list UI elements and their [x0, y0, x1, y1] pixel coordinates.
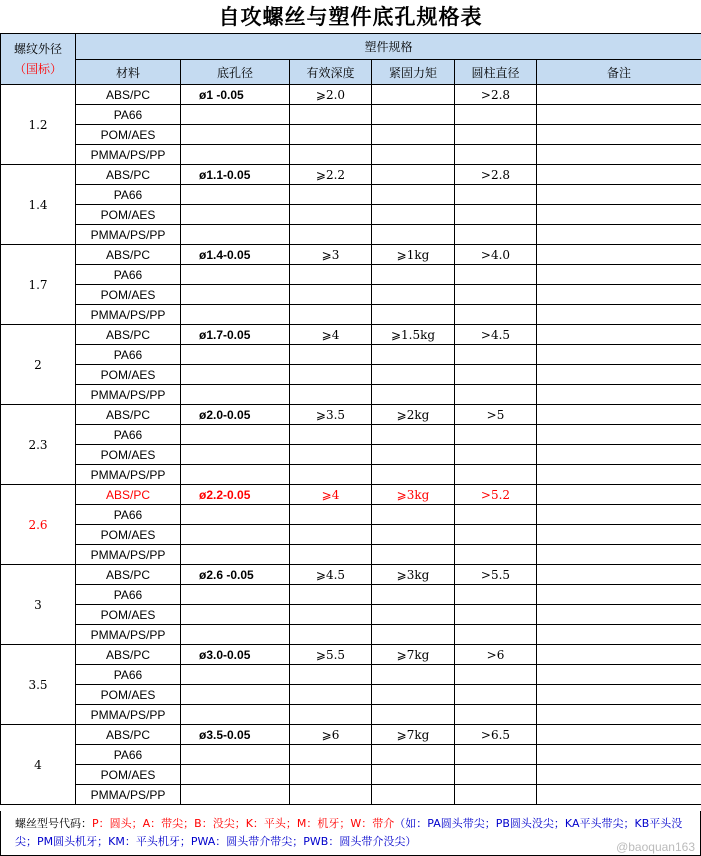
- note-cell: [537, 725, 701, 745]
- header-depth: 有效深度: [290, 60, 372, 85]
- empty-cell: [181, 665, 290, 685]
- thread-diameter: 2.6: [1, 485, 76, 565]
- torque-cell: [372, 85, 455, 105]
- empty-cell: [537, 625, 701, 645]
- material-cell: PA66: [76, 505, 181, 525]
- table-row: [1, 85, 701, 105]
- material-cell: ABS/PC: [76, 325, 181, 345]
- empty-cell: [455, 385, 537, 405]
- empty-cell: [455, 665, 537, 685]
- table-row: [1, 765, 701, 785]
- header-torque: 紧固力矩: [372, 60, 455, 85]
- depth-cell: ⩾6: [290, 725, 372, 745]
- empty-cell: [181, 125, 290, 145]
- empty-cell: [455, 425, 537, 445]
- table-row: [1, 345, 701, 365]
- torque-cell: ⩾3kg: [372, 485, 455, 505]
- empty-cell: [181, 225, 290, 245]
- table-row: [1, 405, 701, 425]
- empty-cell: [372, 145, 455, 165]
- legend-examples: （如：PA圆头带尖；PB圆头没尖；KA平头带尖；KB平头没尖；PM圆头机牙；KM：平头机牙；PWA：圆头带介带尖；PWB：圆头带介没尖）: [15, 817, 683, 848]
- empty-cell: [455, 625, 537, 645]
- empty-cell: [537, 345, 701, 365]
- empty-cell: [181, 305, 290, 325]
- table-row: [1, 105, 701, 125]
- empty-cell: [537, 545, 701, 565]
- header-diameter-label: 螺纹外径: [13, 42, 62, 56]
- empty-cell: [455, 105, 537, 125]
- empty-cell: [290, 365, 372, 385]
- material-cell: PA66: [76, 745, 181, 765]
- legend-label: 螺丝型号代码：: [15, 817, 92, 830]
- table-row: [1, 505, 701, 525]
- depth-cell: ⩾4.5: [290, 565, 372, 585]
- empty-cell: [181, 445, 290, 465]
- empty-cell: [537, 105, 701, 125]
- note-cell: [537, 485, 701, 505]
- empty-cell: [537, 225, 701, 245]
- empty-cell: [455, 305, 537, 325]
- depth-cell: ⩾2.0: [290, 85, 372, 105]
- table-row: [1, 745, 701, 765]
- empty-cell: [537, 185, 701, 205]
- empty-cell: [181, 625, 290, 645]
- empty-cell: [537, 465, 701, 485]
- watermark: @baoquan163: [616, 840, 695, 854]
- page-title: 自攻螺丝与塑件底孔规格表: [218, 4, 483, 29]
- depth-cell: ⩾2.2: [290, 165, 372, 185]
- empty-cell: [537, 785, 701, 805]
- empty-cell: [537, 145, 701, 165]
- empty-cell: [372, 765, 455, 785]
- bore-cell: ø2.2-0.05: [181, 485, 290, 505]
- material-cell: PMMA/PS/PP: [76, 225, 181, 245]
- empty-cell: [537, 665, 701, 685]
- material-cell: PA66: [76, 585, 181, 605]
- header-diameter: [1, 34, 76, 85]
- empty-cell: [372, 605, 455, 625]
- empty-cell: [290, 445, 372, 465]
- torque-cell: ⩾2kg: [372, 405, 455, 425]
- empty-cell: [181, 545, 290, 565]
- empty-cell: [455, 785, 537, 805]
- empty-cell: [290, 505, 372, 525]
- empty-cell: [290, 765, 372, 785]
- empty-cell: [455, 685, 537, 705]
- depth-cell: ⩾4: [290, 485, 372, 505]
- material-cell: PA66: [76, 665, 181, 685]
- table-row: [1, 145, 701, 165]
- empty-cell: [372, 445, 455, 465]
- material-cell: PMMA/PS/PP: [76, 385, 181, 405]
- empty-cell: [372, 425, 455, 445]
- empty-cell: [181, 365, 290, 385]
- empty-cell: [372, 225, 455, 245]
- empty-cell: [537, 305, 701, 325]
- empty-cell: [372, 505, 455, 525]
- empty-cell: [455, 285, 537, 305]
- table-row: [1, 305, 701, 325]
- material-cell: PMMA/PS/PP: [76, 705, 181, 725]
- header-diameter-standard: （国标）: [13, 62, 62, 76]
- empty-cell: [537, 365, 701, 385]
- material-cell: POM/AES: [76, 205, 181, 225]
- material-cell: ABS/PC: [76, 405, 181, 425]
- empty-cell: [290, 665, 372, 685]
- table-row: [1, 725, 701, 745]
- table-row: [1, 165, 701, 185]
- material-cell: PMMA/PS/PP: [76, 465, 181, 485]
- spec-table: [0, 33, 701, 805]
- table-row: [1, 605, 701, 625]
- empty-cell: [372, 465, 455, 485]
- empty-cell: [372, 625, 455, 645]
- empty-cell: [372, 385, 455, 405]
- empty-cell: [372, 705, 455, 725]
- thread-diameter: 4: [1, 725, 76, 805]
- table-row: [1, 125, 701, 145]
- empty-cell: [372, 285, 455, 305]
- empty-cell: [372, 685, 455, 705]
- material-cell: POM/AES: [76, 285, 181, 305]
- note-cell: [537, 325, 701, 345]
- empty-cell: [455, 185, 537, 205]
- empty-cell: [537, 385, 701, 405]
- table-row: [1, 285, 701, 305]
- empty-cell: [372, 745, 455, 765]
- legend-codes: P：圆头；A：带尖；B：没尖；K：平头；M：机牙；W：带介: [92, 817, 395, 830]
- bore-cell: ø1.1-0.05: [181, 165, 290, 185]
- boss-cell: >5.2: [455, 485, 537, 505]
- empty-cell: [537, 265, 701, 285]
- empty-cell: [537, 705, 701, 725]
- material-cell: ABS/PC: [76, 85, 181, 105]
- material-cell: PMMA/PS/PP: [76, 305, 181, 325]
- material-cell: PA66: [76, 345, 181, 365]
- empty-cell: [372, 365, 455, 385]
- empty-cell: [455, 545, 537, 565]
- empty-cell: [181, 385, 290, 405]
- torque-cell: ⩾7kg: [372, 645, 455, 665]
- empty-cell: [290, 525, 372, 545]
- boss-cell: >4.5: [455, 325, 537, 345]
- table-row: [1, 525, 701, 545]
- boss-cell: >6: [455, 645, 537, 665]
- empty-cell: [455, 145, 537, 165]
- empty-cell: [372, 205, 455, 225]
- empty-cell: [290, 425, 372, 445]
- empty-cell: [455, 525, 537, 545]
- thread-diameter: 1.4: [1, 165, 76, 245]
- note-cell: [537, 645, 701, 665]
- depth-cell: ⩾3.5: [290, 405, 372, 425]
- empty-cell: [372, 105, 455, 125]
- empty-cell: [537, 205, 701, 225]
- empty-cell: [455, 345, 537, 365]
- empty-cell: [372, 545, 455, 565]
- material-cell: PMMA/PS/PP: [76, 545, 181, 565]
- empty-cell: [181, 705, 290, 725]
- empty-cell: [181, 465, 290, 485]
- boss-cell: >6.5: [455, 725, 537, 745]
- empty-cell: [455, 125, 537, 145]
- empty-cell: [290, 145, 372, 165]
- material-cell: ABS/PC: [76, 245, 181, 265]
- empty-cell: [181, 765, 290, 785]
- empty-cell: [290, 585, 372, 605]
- empty-cell: [181, 345, 290, 365]
- empty-cell: [290, 185, 372, 205]
- thread-diameter: 1.2: [1, 85, 76, 165]
- material-cell: ABS/PC: [76, 725, 181, 745]
- empty-cell: [290, 685, 372, 705]
- empty-cell: [290, 545, 372, 565]
- empty-cell: [537, 605, 701, 625]
- torque-cell: ⩾1kg: [372, 245, 455, 265]
- empty-cell: [455, 585, 537, 605]
- depth-cell: ⩾4: [290, 325, 372, 345]
- empty-cell: [290, 225, 372, 245]
- table-row: [1, 325, 701, 345]
- empty-cell: [537, 525, 701, 545]
- note-cell: [537, 405, 701, 425]
- table-row: [1, 245, 701, 265]
- material-cell: PMMA/PS/PP: [76, 625, 181, 645]
- material-cell: ABS/PC: [76, 565, 181, 585]
- material-cell: PA66: [76, 265, 181, 285]
- empty-cell: [290, 105, 372, 125]
- empty-cell: [455, 265, 537, 285]
- material-cell: PA66: [76, 105, 181, 125]
- empty-cell: [181, 785, 290, 805]
- note-cell: [537, 85, 701, 105]
- bore-cell: ø2.0-0.05: [181, 405, 290, 425]
- table-row: [1, 225, 701, 245]
- screw-code-legend: [0, 811, 701, 856]
- boss-cell: >5.5: [455, 565, 537, 585]
- material-cell: POM/AES: [76, 125, 181, 145]
- material-cell: ABS/PC: [76, 645, 181, 665]
- empty-cell: [455, 365, 537, 385]
- table-row: [1, 465, 701, 485]
- header-boss: 圆柱直径: [455, 60, 537, 85]
- torque-cell: ⩾3kg: [372, 565, 455, 585]
- material-cell: PMMA/PS/PP: [76, 785, 181, 805]
- empty-cell: [290, 785, 372, 805]
- empty-cell: [181, 505, 290, 525]
- empty-cell: [455, 765, 537, 785]
- material-cell: ABS/PC: [76, 485, 181, 505]
- header-bore: 底孔径: [181, 60, 290, 85]
- empty-cell: [372, 785, 455, 805]
- empty-cell: [372, 185, 455, 205]
- empty-cell: [537, 745, 701, 765]
- empty-cell: [181, 105, 290, 125]
- table-row: [1, 685, 701, 705]
- empty-cell: [537, 285, 701, 305]
- empty-cell: [181, 285, 290, 305]
- material-cell: POM/AES: [76, 685, 181, 705]
- table-row: [1, 545, 701, 565]
- torque-cell: [372, 165, 455, 185]
- empty-cell: [537, 505, 701, 525]
- empty-cell: [290, 345, 372, 365]
- torque-cell: ⩾7kg: [372, 725, 455, 745]
- table-row: [1, 365, 701, 385]
- table-row: [1, 265, 701, 285]
- empty-cell: [290, 605, 372, 625]
- empty-cell: [290, 385, 372, 405]
- bore-cell: ø1 -0.05: [181, 85, 290, 105]
- empty-cell: [181, 425, 290, 445]
- empty-cell: [537, 685, 701, 705]
- bore-cell: ø1.7-0.05: [181, 325, 290, 345]
- empty-cell: [290, 285, 372, 305]
- empty-cell: [455, 465, 537, 485]
- empty-cell: [537, 125, 701, 145]
- empty-cell: [181, 525, 290, 545]
- empty-cell: [290, 125, 372, 145]
- empty-cell: [372, 345, 455, 365]
- empty-cell: [290, 465, 372, 485]
- empty-cell: [181, 745, 290, 765]
- material-cell: POM/AES: [76, 525, 181, 545]
- table-row: [1, 485, 701, 505]
- empty-cell: [181, 685, 290, 705]
- empty-cell: [372, 585, 455, 605]
- empty-cell: [537, 765, 701, 785]
- empty-cell: [455, 705, 537, 725]
- material-cell: ABS/PC: [76, 165, 181, 185]
- header-note: 备注: [537, 60, 701, 85]
- empty-cell: [290, 265, 372, 285]
- material-cell: PMMA/PS/PP: [76, 145, 181, 165]
- depth-cell: ⩾5.5: [290, 645, 372, 665]
- empty-cell: [455, 225, 537, 245]
- boss-cell: >2.8: [455, 165, 537, 185]
- empty-cell: [181, 185, 290, 205]
- table-row: [1, 585, 701, 605]
- empty-cell: [372, 665, 455, 685]
- bore-cell: ø3.5-0.05: [181, 725, 290, 745]
- thread-diameter: 2: [1, 325, 76, 405]
- empty-cell: [537, 445, 701, 465]
- empty-cell: [455, 505, 537, 525]
- boss-cell: >2.8: [455, 85, 537, 105]
- table-row: [1, 425, 701, 445]
- note-cell: [537, 245, 701, 265]
- empty-cell: [372, 265, 455, 285]
- table-row: [1, 625, 701, 645]
- note-cell: [537, 565, 701, 585]
- empty-cell: [290, 625, 372, 645]
- empty-cell: [290, 745, 372, 765]
- material-cell: PA66: [76, 425, 181, 445]
- depth-cell: ⩾3: [290, 245, 372, 265]
- material-cell: POM/AES: [76, 365, 181, 385]
- material-cell: POM/AES: [76, 445, 181, 465]
- table-row: [1, 445, 701, 465]
- table-row: [1, 705, 701, 725]
- material-cell: POM/AES: [76, 605, 181, 625]
- empty-cell: [290, 305, 372, 325]
- empty-cell: [455, 205, 537, 225]
- table-row: [1, 185, 701, 205]
- empty-cell: [372, 305, 455, 325]
- table-row: [1, 205, 701, 225]
- table-row: [1, 785, 701, 805]
- empty-cell: [181, 585, 290, 605]
- empty-cell: [181, 605, 290, 625]
- boss-cell: >4.0: [455, 245, 537, 265]
- bore-cell: ø3.0-0.05: [181, 645, 290, 665]
- bore-cell: ø2.6 -0.05: [181, 565, 290, 585]
- header-plastic-spec: 塑件规格: [76, 34, 701, 60]
- header-material: 材料: [76, 60, 181, 85]
- thread-diameter: 3.5: [1, 645, 76, 725]
- note-cell: [537, 165, 701, 185]
- table-row: [1, 665, 701, 685]
- thread-diameter: 1.7: [1, 245, 76, 325]
- torque-cell: ⩾1.5kg: [372, 325, 455, 345]
- material-cell: PA66: [76, 185, 181, 205]
- empty-cell: [290, 705, 372, 725]
- empty-cell: [181, 205, 290, 225]
- table-row: [1, 385, 701, 405]
- empty-cell: [537, 585, 701, 605]
- thread-diameter: 2.3: [1, 405, 76, 485]
- empty-cell: [455, 605, 537, 625]
- empty-cell: [537, 425, 701, 445]
- table-row: [1, 645, 701, 665]
- empty-cell: [455, 445, 537, 465]
- empty-cell: [372, 125, 455, 145]
- bore-cell: ø1.4-0.05: [181, 245, 290, 265]
- empty-cell: [372, 525, 455, 545]
- table-row: [1, 565, 701, 585]
- empty-cell: [181, 145, 290, 165]
- thread-diameter: 3: [1, 565, 76, 645]
- empty-cell: [290, 205, 372, 225]
- material-cell: POM/AES: [76, 765, 181, 785]
- empty-cell: [455, 745, 537, 765]
- boss-cell: >5: [455, 405, 537, 425]
- empty-cell: [181, 265, 290, 285]
